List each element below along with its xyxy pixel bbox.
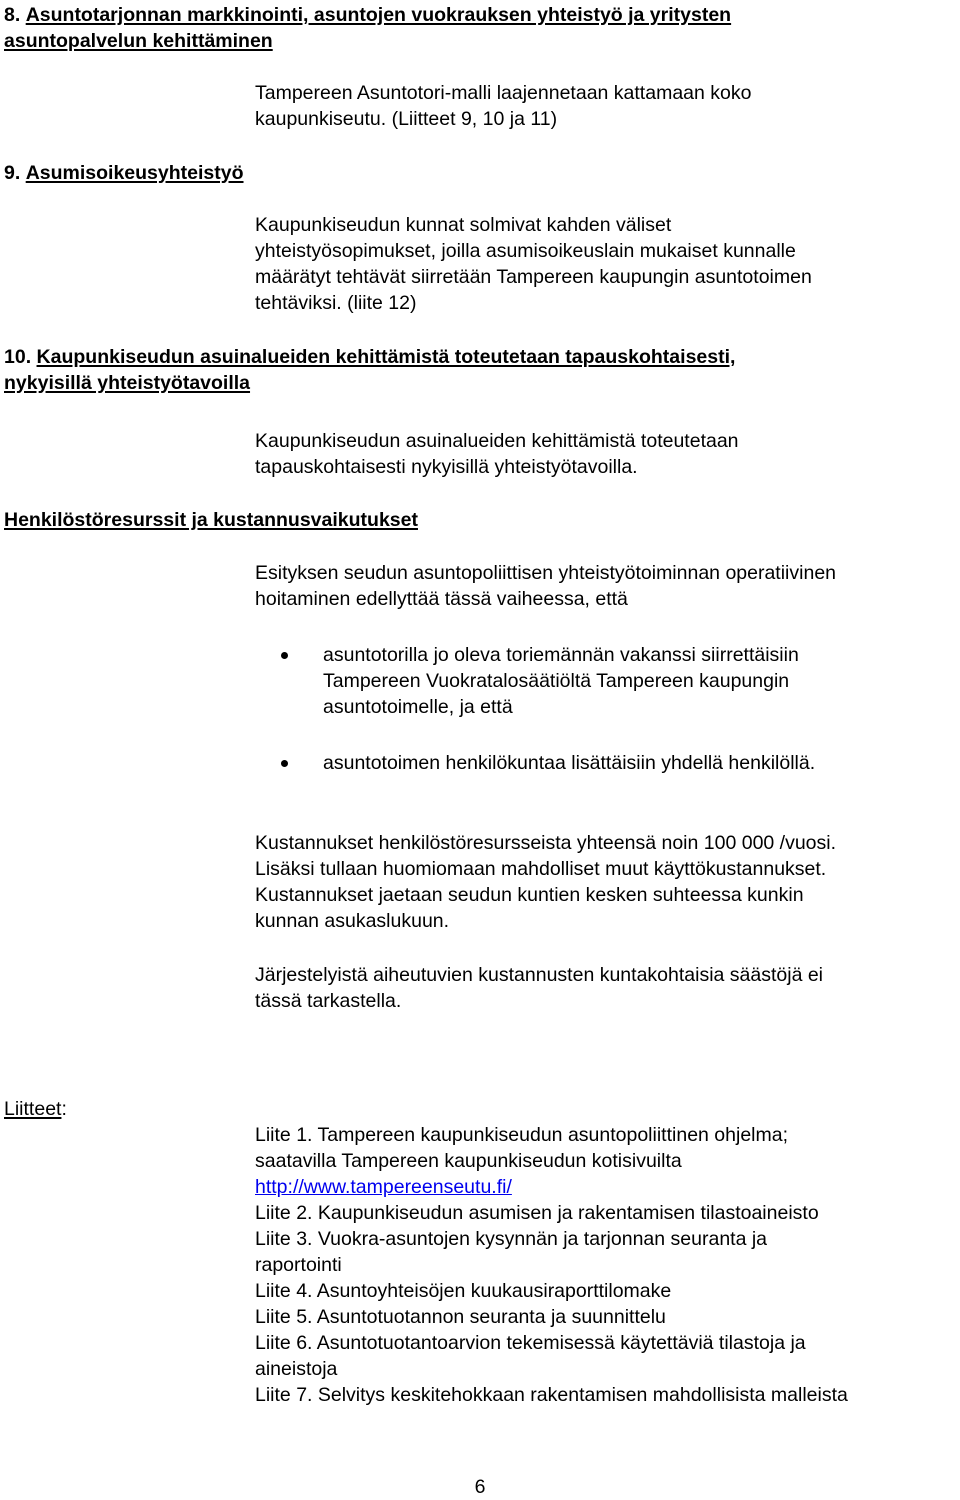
resources-heading: Henkilöstöresurssit ja kustannusvaikutukset	[4, 509, 418, 531]
section-10-heading	[4, 344, 954, 396]
section-9-title: Asumisoikeusyhteistyö	[25, 162, 244, 184]
bullet-1-line3: asuntotoimelle, ja että	[323, 696, 513, 718]
attachment-line: Liite 2. Kaupunkiseudun asumisen ja rakentamisen tilastoaineisto	[255, 1202, 819, 1224]
section-9-body-line2: yhteistyösopimukset, joilla asumisoikeuslain mukaiset kunnalle	[255, 240, 796, 262]
section-9-body-line3: määrätyt tehtävät siirretään Tampereen kaupungin asuntotoimen	[255, 266, 812, 288]
bullet-1-line1: asuntotorilla jo oleva toriemännän vakanssi siirrettäisiin	[323, 644, 799, 666]
section-10-number: 10.	[4, 346, 32, 368]
section-9-heading	[4, 160, 244, 186]
section-10-title-line2: nykyisillä yhteistyötavoilla	[4, 372, 251, 394]
section-9-body-line1: Kaupunkiseudun kunnat solmivat kahden väliset	[255, 214, 672, 236]
list-item	[255, 750, 945, 776]
section-8-title-line1: Asuntotarjonnan markkinointi, asuntojen vuokrauksen yhteistyö ja yritysten	[25, 4, 732, 26]
resources-bullet-list-2	[255, 750, 945, 776]
tampereenseutu-link[interactable]: http://www.tampereenseutu.fi/	[255, 1176, 512, 1198]
section-8-number: 8.	[4, 4, 21, 26]
section-10-heading-line2	[4, 370, 954, 396]
attachment-line: Liite 6. Asuntotuotantoarvion tekemisessä käytettäviä tilastoja ja	[255, 1332, 806, 1354]
list-item	[255, 642, 945, 720]
section-9-body	[255, 212, 955, 316]
attachments-list	[255, 1122, 955, 1408]
savings-line2: tässä tarkastella.	[255, 990, 402, 1012]
resources-bullet-list	[255, 642, 945, 720]
section-9-number: 9.	[4, 162, 21, 184]
attachment-line: saatavilla Tampereen kaupunkiseudun kotisivuilta	[255, 1150, 682, 1172]
attachment-line: aineistoja	[255, 1358, 338, 1380]
attachments-colon: :	[61, 1098, 67, 1120]
attachment-line: Liite 5. Asuntotuotannon seuranta ja suunnittelu	[255, 1306, 666, 1328]
costs-line1: Kustannukset henkilöstöresursseista yhteensä noin 100 000 /vuosi.	[255, 832, 837, 854]
section-8-heading	[4, 2, 954, 54]
resources-intro	[255, 560, 955, 612]
bullet-icon	[281, 652, 288, 659]
section-8-body-line2: kaupunkiseutu. (Liitteet 9, 10 ja 11)	[255, 108, 558, 130]
attachment-line: Liite 7. Selvitys keskitehokkaan rakentamisen mahdollisista malleista	[255, 1384, 848, 1406]
resources-savings	[255, 962, 955, 1014]
attachments-title: Liitteet	[4, 1098, 62, 1120]
section-10-title-line1: Kaupunkiseudun asuinalueiden kehittämistä toteutetaan tapauskohtaisesti,	[36, 346, 736, 368]
bullet-2-line1: asuntotoimen henkilökuntaa lisättäisiin yhdellä henkilöllä.	[323, 752, 816, 774]
resources-intro-line1: Esityksen seudun asuntopoliittisen yhteistyötoiminnan operatiivinen	[255, 562, 837, 584]
section-8-body	[255, 80, 955, 132]
section-8-heading-line1	[4, 2, 954, 28]
attachments-heading	[4, 1096, 67, 1122]
savings-line1: Järjestelyistä aiheutuvien kustannusten kuntakohtaisia säästöjä ei	[255, 964, 824, 986]
attachment-line: Liite 3. Vuokra-asuntojen kysynnän ja tarjonnan seuranta ja	[255, 1228, 768, 1250]
section-10-heading-line1	[4, 344, 954, 370]
page-number: 6	[474, 1476, 486, 1498]
section-10-body-line2: tapauskohtaisesti nykyisillä yhteistyötavoilla.	[255, 456, 638, 478]
costs-line4: kunnan asukaslukuun.	[255, 910, 450, 932]
attachment-line: Liite 4. Asuntoyhteisöjen kuukausiraporttilomake	[255, 1280, 672, 1302]
costs-line3: Kustannukset jaetaan seudun kuntien kesken suhteessa kunkin	[255, 884, 804, 906]
attachment-line: Liite 1. Tampereen kaupunkiseudun asuntopoliittinen ohjelma;	[255, 1124, 789, 1146]
bullet-icon	[281, 760, 288, 767]
section-8-heading-line2	[4, 28, 954, 54]
section-9-body-line4: tehtäviksi. (liite 12)	[255, 292, 417, 314]
resources-intro-line2: hoitaminen edellyttää tässä vaiheessa, että	[255, 588, 628, 610]
section-8-title-line2: asuntopalvelun kehittäminen	[4, 30, 273, 52]
attachment-line: raportointi	[255, 1254, 342, 1276]
section-10-body	[255, 428, 955, 480]
costs-line2: Lisäksi tullaan huomiomaan mahdolliset muut käyttökustannukset.	[255, 858, 827, 880]
section-8-body-line1: Tampereen Asuntotori-malli laajennetaan kattamaan koko	[255, 82, 752, 104]
resources-costs	[255, 830, 955, 934]
bullet-1-line2: Tampereen Vuokratalosäätiöltä Tampereen kaupungin	[323, 670, 790, 692]
section-10-body-line1: Kaupunkiseudun asuinalueiden kehittämistä toteutetaan	[255, 430, 739, 452]
